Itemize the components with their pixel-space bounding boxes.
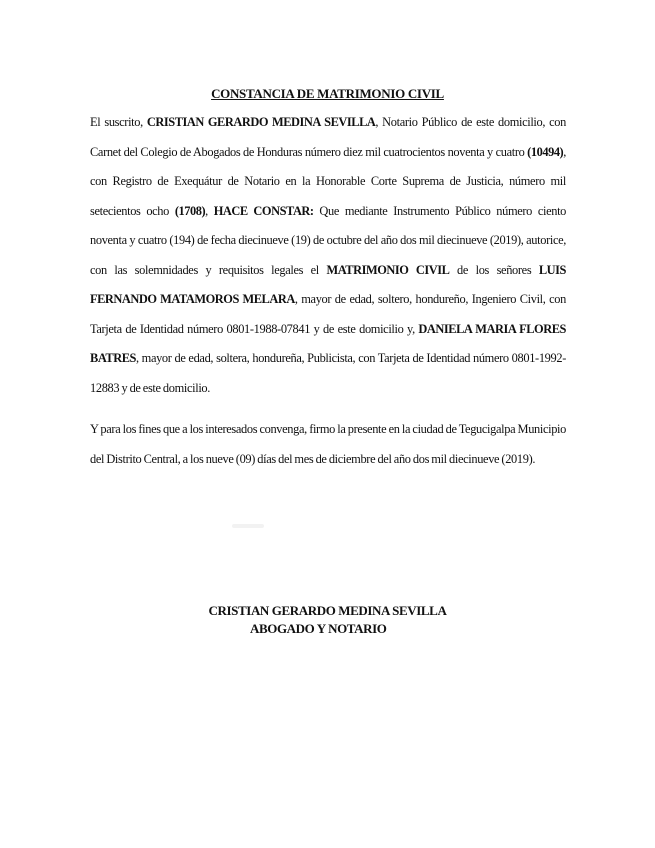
hace-constar-bold: HACE CONSTAR: [213,203,314,218]
text-segment: , mayor de edad, soltero, hondureño, Ingeniero Civil, con Tarjeta de Identidad número 0801-1988-07841 y de este domicilio y, [90,292,566,336]
document-title: CONSTANCIA DE MATRIMONIO CIVIL [211,86,444,101]
signature-name: CRISTIAN GERARDO MEDINA SEVILLA [208,603,447,618]
signature-role: ABOGADO Y NOTARIO [250,621,387,636]
text-segment: , con Registro de Exequátur de Notario en la Honorable Corte Suprema de Justicia, número mil setecientos ocho [90,144,566,218]
scan-smudge [232,524,264,528]
text-segment: , Notario Público de este domicilio, con Carnet del Colegio de Abogados de Honduras número diez mil cuatrocientos noventa y cuatro [90,115,566,159]
signature-block [0,602,655,638]
matrimonio-civil-bold: MATRIMONIO CIVIL [326,262,450,277]
certification-paragraph [90,108,566,403]
text-segment: El suscrito, [90,115,147,129]
bride-name-bold: DANIELA MARIA FLORES BATRES [90,321,566,365]
carnet-number-bold: (10494) [527,144,564,159]
closing-paragraph: Y para los fines que a los interesados convenga, firmo la presente en la ciudad de Tegucigalpa Municipio del Distrito Central, a los nueve (09) días del mes de diciembre del año dos mil diecinueve (2019). [90,422,566,466]
groom-name-bold: LUIS FERNANDO MATAMOROS MELARA [90,262,566,306]
text-segment: , mayor de edad, soltera, hondureña, Publicista, con Tarjeta de Identidad número 0801-1992-12883 y de este domicilio. [90,351,566,395]
text-segment: , [205,203,214,218]
notary-name-bold: CRISTIAN GERARDO MEDINA SEVILLA [146,115,376,129]
registry-number-bold: (1708) [174,203,206,218]
text-segment: Que mediante Instrumento Público número ciento noventa y cuatro (194) de fecha diecinueve (19) de octubre del año dos mil diecinueve (2019), autorice, con las solemnidades y requisitos legales el [90,203,567,277]
text-segment: de los señores [449,262,539,277]
